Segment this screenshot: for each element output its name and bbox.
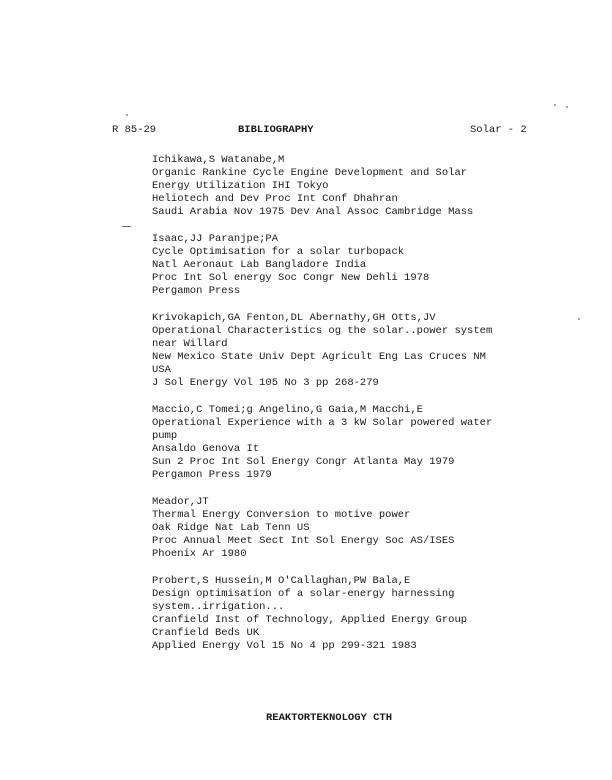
scan-speck (554, 104, 556, 106)
entry-line: Operational Experience with a 3 kW Solar powered water (152, 417, 493, 429)
bibliography-list (152, 154, 582, 667)
entry-authors: Meador,JT (152, 496, 209, 508)
entry-line: Sun 2 Proc Int Sol Energy Congr Atlanta May 1979 (152, 456, 455, 468)
entry-authors: Probert,S Hussein,M O'Callaghan,PW Bala,E (152, 575, 411, 587)
page-footer: REAKTORTEKNOLOGY CTH (266, 712, 393, 724)
bibliography-entry (152, 233, 582, 298)
entry-line: New Mexico State Univ Dept Agricult Eng Las Cruces NM (152, 351, 486, 363)
report-id: R 85-29 (112, 124, 157, 136)
bibliography-entry (152, 312, 582, 390)
scan-speck (126, 114, 128, 116)
entry-line: pump (152, 430, 178, 442)
entry-line: Natl Aeronaut Lab Bangladore India (152, 259, 367, 271)
entry-line: Pergamon Press 1979 (152, 469, 272, 481)
entry-authors: Krivokapich,GA Fenton,DL Abernathy,GH Otts,JV (152, 312, 436, 324)
entry-line: Saudi Arabia Nov 1975 Dev Anal Assoc Cambridge Mass (152, 206, 474, 218)
entry-line: system..irrigation... (152, 601, 285, 613)
entry-authors: Isaac,JJ Paranjpe;PA (152, 233, 279, 245)
entry-line: J Sol Energy Vol 105 No 3 pp 268-279 (152, 377, 379, 389)
page-label: Solar - 2 (470, 124, 527, 136)
entry-line: Cranfield Beds UK (152, 627, 260, 639)
entry-line: Thermal Energy Conversion to motive power (152, 509, 411, 521)
scan-speck (566, 106, 568, 108)
section-title: BIBLIOGRAPHY (238, 124, 314, 136)
entry-line: USA (152, 364, 171, 376)
entry-line: Organic Rankine Cycle Engine Development and Solar (152, 167, 468, 179)
entry-line: Oak Ridge Nat Lab Tenn US (152, 522, 310, 534)
bibliography-entry (152, 404, 582, 482)
entry-line: Phoenix Ar 1980 (152, 548, 247, 560)
entry-line: Pergamon Press (152, 285, 241, 297)
bibliography-entry (152, 575, 582, 653)
entry-authors: Maccio,C Tomei;g Angelino,G Gaia,M Macchi,E (152, 404, 423, 416)
bibliography-entry (152, 154, 582, 219)
bibliography-entry (152, 496, 582, 561)
entry-authors: Ichikawa,S Watanabe,M (152, 154, 285, 166)
entry-line: Proc Annual Meet Sect Int Sol Energy Soc AS/ISES (152, 535, 455, 547)
margin-mark (122, 226, 131, 227)
entry-line: Heliotech and Dev Proc Int Conf Dhahran (152, 193, 398, 205)
entry-line: near Willard (152, 338, 228, 350)
entry-line: Applied Energy Vol 15 No 4 pp 299-321 1983 (152, 640, 417, 652)
entry-line: Proc Int Sol energy Soc Congr New Dehli 1978 (152, 272, 430, 284)
entry-line: Ansaldo Genova It (152, 443, 260, 455)
entry-line: Cycle Optimisation for a solar turbopack (152, 246, 405, 258)
entry-line: Operational Characteristics og the solar..power system (152, 325, 493, 337)
entry-line: Energy Utilization IHI Tokyo (152, 180, 329, 192)
entry-line: Design optimisation of a solar-energy harnessing (152, 588, 455, 600)
entry-line: Cranfield Inst of Technology, Applied Energy Group (152, 614, 468, 626)
